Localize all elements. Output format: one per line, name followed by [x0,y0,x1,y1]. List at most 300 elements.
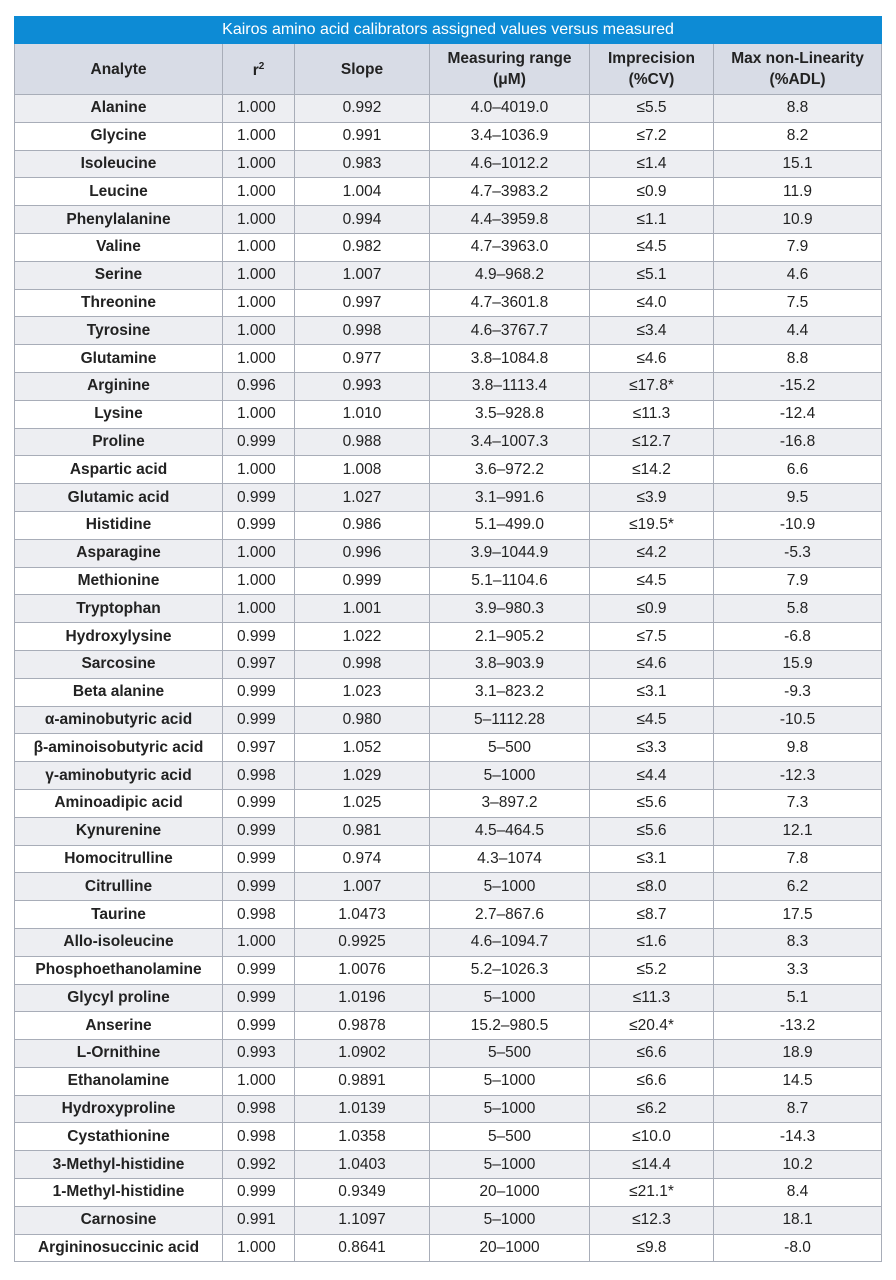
cell-r2: 0.993 [223,1040,295,1068]
cell-imprecision: ≤8.0 [590,873,714,901]
cell-measuring-range: 5–1000 [430,1067,590,1095]
cell-imprecision: ≤3.4 [590,317,714,345]
cell-analyte: Tyrosine [15,317,223,345]
cell-non-linearity: 7.9 [714,233,882,261]
cell-non-linearity: -10.5 [714,706,882,734]
cell-non-linearity: 11.9 [714,178,882,206]
cell-imprecision: ≤10.0 [590,1123,714,1151]
table-row [15,317,882,345]
cell-imprecision: ≤5.2 [590,956,714,984]
table-row [15,372,882,400]
cell-imprecision: ≤4.5 [590,233,714,261]
table-row [15,1095,882,1123]
table-row [15,956,882,984]
cell-slope: 0.980 [295,706,430,734]
table-row [15,706,882,734]
cell-slope: 0.986 [295,511,430,539]
cell-slope: 1.022 [295,623,430,651]
cell-measuring-range: 4.0–4019.0 [430,95,590,123]
cell-r2: 0.999 [223,484,295,512]
cell-non-linearity: 7.3 [714,789,882,817]
cell-non-linearity: -12.3 [714,762,882,790]
table-row [15,901,882,929]
cell-analyte: Glycine [15,122,223,150]
cell-slope: 0.992 [295,95,430,123]
cell-analyte: Argininosuccinic acid [15,1234,223,1262]
table-row [15,289,882,317]
cell-slope: 1.023 [295,678,430,706]
table-row [15,178,882,206]
cell-analyte: Alanine [15,95,223,123]
cell-slope: 1.010 [295,400,430,428]
cell-imprecision: ≤7.2 [590,122,714,150]
cell-analyte: Kynurenine [15,817,223,845]
cell-non-linearity: 15.9 [714,650,882,678]
header-analyte: Analyte [15,44,223,95]
cell-analyte: Taurine [15,901,223,929]
cell-measuring-range: 5.1–1104.6 [430,567,590,595]
cell-imprecision: ≤3.3 [590,734,714,762]
cell-imprecision: ≤3.1 [590,845,714,873]
cell-analyte: Sarcosine [15,650,223,678]
table-row [15,1067,882,1095]
header-non-linearity: Max non-Linearity (%ADL) [714,44,882,95]
cell-analyte: β-aminoisobutyric acid [15,734,223,762]
cell-slope: 0.977 [295,345,430,373]
cell-r2: 0.999 [223,678,295,706]
cell-slope: 1.0076 [295,956,430,984]
cell-measuring-range: 3.4–1036.9 [430,122,590,150]
cell-slope: 0.993 [295,372,430,400]
cell-non-linearity: 9.5 [714,484,882,512]
cell-r2: 0.997 [223,650,295,678]
cell-r2: 0.992 [223,1151,295,1179]
cell-measuring-range: 2.1–905.2 [430,623,590,651]
cell-non-linearity: -5.3 [714,539,882,567]
cell-r2: 1.000 [223,345,295,373]
cell-non-linearity: 7.8 [714,845,882,873]
cell-slope: 1.025 [295,789,430,817]
cell-non-linearity: 5.1 [714,984,882,1012]
cell-imprecision: ≤3.1 [590,678,714,706]
cell-measuring-range: 5–1000 [430,984,590,1012]
cell-non-linearity: 14.5 [714,1067,882,1095]
cell-imprecision: ≤9.8 [590,1234,714,1262]
cell-imprecision: ≤3.9 [590,484,714,512]
table-row [15,206,882,234]
cell-analyte: Arginine [15,372,223,400]
cell-measuring-range: 3.8–903.9 [430,650,590,678]
cell-measuring-range: 4.6–3767.7 [430,317,590,345]
cell-measuring-range: 5–1000 [430,1095,590,1123]
cell-r2: 0.998 [223,1123,295,1151]
table-row [15,511,882,539]
cell-measuring-range: 5–500 [430,734,590,762]
table-row [15,233,882,261]
cell-analyte: Valine [15,233,223,261]
cell-measuring-range: 4.9–968.2 [430,261,590,289]
cell-analyte: α-aminobutyric acid [15,706,223,734]
cell-slope: 1.004 [295,178,430,206]
cell-r2: 1.000 [223,928,295,956]
cell-r2: 0.999 [223,706,295,734]
cell-analyte: Allo-isoleucine [15,928,223,956]
cell-imprecision: ≤14.2 [590,456,714,484]
cell-slope: 0.996 [295,539,430,567]
cell-slope: 0.974 [295,845,430,873]
cell-analyte: Threonine [15,289,223,317]
cell-analyte: Cystathionine [15,1123,223,1151]
cell-r2: 0.999 [223,817,295,845]
cell-imprecision: ≤5.6 [590,789,714,817]
cell-non-linearity: 10.2 [714,1151,882,1179]
cell-imprecision: ≤1.6 [590,928,714,956]
cell-analyte: Homocitrulline [15,845,223,873]
cell-non-linearity: 18.1 [714,1206,882,1234]
cell-analyte: Isoleucine [15,150,223,178]
cell-r2: 1.000 [223,400,295,428]
cell-measuring-range: 4.5–464.5 [430,817,590,845]
cell-non-linearity: 4.4 [714,317,882,345]
cell-imprecision: ≤6.6 [590,1040,714,1068]
cell-analyte: Phosphoethanolamine [15,956,223,984]
cell-slope: 0.981 [295,817,430,845]
cell-imprecision: ≤6.6 [590,1067,714,1095]
cell-non-linearity: 8.8 [714,345,882,373]
cell-non-linearity: 15.1 [714,150,882,178]
cell-analyte: Asparagine [15,539,223,567]
cell-measuring-range: 3.1–823.2 [430,678,590,706]
cell-imprecision: ≤4.6 [590,650,714,678]
table-body [15,95,882,1262]
cell-slope: 0.9925 [295,928,430,956]
table-row [15,1040,882,1068]
table-title: Kairos amino acid calibrators assigned values versus measured [15,17,882,44]
cell-imprecision: ≤12.7 [590,428,714,456]
cell-measuring-range: 5–1000 [430,1151,590,1179]
cell-slope: 1.027 [295,484,430,512]
cell-non-linearity: -16.8 [714,428,882,456]
cell-r2: 0.996 [223,372,295,400]
table-row [15,1012,882,1040]
cell-imprecision: ≤4.6 [590,345,714,373]
table-row [15,595,882,623]
cell-non-linearity: 8.8 [714,95,882,123]
cell-analyte: Hydroxyproline [15,1095,223,1123]
cell-analyte: Serine [15,261,223,289]
cell-imprecision: ≤11.3 [590,984,714,1012]
cell-non-linearity: 18.9 [714,1040,882,1068]
cell-imprecision: ≤11.3 [590,400,714,428]
header-imprecision: Imprecision (%CV) [590,44,714,95]
cell-measuring-range: 3.6–972.2 [430,456,590,484]
cell-r2: 1.000 [223,233,295,261]
cell-analyte: Tryptophan [15,595,223,623]
table-row [15,428,882,456]
cell-slope: 0.991 [295,122,430,150]
cell-imprecision: ≤14.4 [590,1151,714,1179]
table-row [15,650,882,678]
cell-analyte: Glycyl proline [15,984,223,1012]
cell-slope: 1.0358 [295,1123,430,1151]
cell-measuring-range: 3.8–1113.4 [430,372,590,400]
cell-measuring-range: 3.8–1084.8 [430,345,590,373]
table-row [15,928,882,956]
table-row [15,539,882,567]
cell-r2: 0.997 [223,734,295,762]
table-row [15,1123,882,1151]
cell-non-linearity: 7.5 [714,289,882,317]
cell-imprecision: ≤0.9 [590,178,714,206]
cell-slope: 0.982 [295,233,430,261]
table-row [15,1151,882,1179]
cell-non-linearity: -9.3 [714,678,882,706]
cell-analyte: Aminoadipic acid [15,789,223,817]
cell-non-linearity: 9.8 [714,734,882,762]
cell-measuring-range: 5–1112.28 [430,706,590,734]
cell-non-linearity: 17.5 [714,901,882,929]
cell-slope: 1.0196 [295,984,430,1012]
cell-measuring-range: 3.9–1044.9 [430,539,590,567]
cell-slope: 1.001 [295,595,430,623]
cell-r2: 1.000 [223,595,295,623]
cell-r2: 0.999 [223,623,295,651]
cell-non-linearity: -10.9 [714,511,882,539]
cell-non-linearity: -12.4 [714,400,882,428]
cell-r2: 0.999 [223,428,295,456]
cell-slope: 0.9878 [295,1012,430,1040]
cell-slope: 0.998 [295,650,430,678]
cell-r2: 1.000 [223,539,295,567]
table-row [15,1206,882,1234]
cell-measuring-range: 5.1–499.0 [430,511,590,539]
cell-analyte: Carnosine [15,1206,223,1234]
cell-imprecision: ≤20.4* [590,1012,714,1040]
cell-measuring-range: 5–500 [430,1040,590,1068]
cell-r2: 1.000 [223,289,295,317]
cell-analyte: Hydroxylysine [15,623,223,651]
cell-r2: 1.000 [223,178,295,206]
cell-slope: 1.007 [295,873,430,901]
cell-slope: 0.9349 [295,1179,430,1207]
cell-measuring-range: 5–1000 [430,1206,590,1234]
table-row [15,1234,882,1262]
cell-r2: 0.999 [223,845,295,873]
header-slope: Slope [295,44,430,95]
header-r2: $r^2$ [223,44,295,95]
cell-r2: 1.000 [223,1067,295,1095]
table-row [15,1179,882,1207]
cell-imprecision: ≤4.0 [590,289,714,317]
cell-r2: 1.000 [223,1234,295,1262]
cell-non-linearity: 8.2 [714,122,882,150]
cell-r2: 0.998 [223,1095,295,1123]
cell-measuring-range: 5–1000 [430,762,590,790]
cell-r2: 0.999 [223,984,295,1012]
table-row [15,817,882,845]
cell-r2: 0.999 [223,873,295,901]
cell-slope: 1.052 [295,734,430,762]
cell-measuring-range: 3.5–928.8 [430,400,590,428]
cell-non-linearity: 6.6 [714,456,882,484]
cell-analyte: Histidine [15,511,223,539]
cell-analyte: Citrulline [15,873,223,901]
cell-slope: 0.9891 [295,1067,430,1095]
table-row [15,873,882,901]
cell-r2: 1.000 [223,261,295,289]
cell-slope: 1.0403 [295,1151,430,1179]
cell-non-linearity: 8.7 [714,1095,882,1123]
table-row [15,456,882,484]
cell-slope: 1.007 [295,261,430,289]
table-row [15,734,882,762]
cell-slope: 1.0139 [295,1095,430,1123]
cell-analyte: Proline [15,428,223,456]
cell-imprecision: ≤7.5 [590,623,714,651]
cell-measuring-range: 4.7–3963.0 [430,233,590,261]
table-row [15,122,882,150]
cell-slope: 0.983 [295,150,430,178]
cell-slope: 0.988 [295,428,430,456]
cell-analyte: Beta alanine [15,678,223,706]
cell-analyte: Aspartic acid [15,456,223,484]
table-row [15,678,882,706]
header-measuring-range: Measuring range (μM) [430,44,590,95]
cell-imprecision: ≤6.2 [590,1095,714,1123]
cell-non-linearity: -6.8 [714,623,882,651]
cell-measuring-range: 4.7–3983.2 [430,178,590,206]
cell-measuring-range: 20–1000 [430,1234,590,1262]
table-row [15,762,882,790]
cell-imprecision: ≤4.2 [590,539,714,567]
cell-r2: 0.999 [223,1179,295,1207]
cell-imprecision: ≤0.9 [590,595,714,623]
cell-analyte: L-Ornithine [15,1040,223,1068]
cell-r2: 1.000 [223,122,295,150]
cell-r2: 0.999 [223,789,295,817]
cell-non-linearity: 6.2 [714,873,882,901]
cell-imprecision: ≤8.7 [590,901,714,929]
cell-slope: 0.999 [295,567,430,595]
cell-analyte: Anserine [15,1012,223,1040]
cell-non-linearity: 4.6 [714,261,882,289]
cell-imprecision: ≤1.1 [590,206,714,234]
cell-slope: 0.994 [295,206,430,234]
calibrator-table [14,16,882,1262]
cell-r2: 1.000 [223,206,295,234]
cell-measuring-range: 5.2–1026.3 [430,956,590,984]
cell-measuring-range: 3.4–1007.3 [430,428,590,456]
table-row [15,845,882,873]
table-row [15,261,882,289]
calibrator-table-container [14,16,881,1262]
cell-r2: 0.999 [223,1012,295,1040]
cell-non-linearity: -13.2 [714,1012,882,1040]
cell-imprecision: ≤19.5* [590,511,714,539]
cell-slope: 1.0473 [295,901,430,929]
cell-imprecision: ≤17.8* [590,372,714,400]
cell-measuring-range: 4.7–3601.8 [430,289,590,317]
cell-analyte: Lysine [15,400,223,428]
cell-analyte: 1-Methyl-histidine [15,1179,223,1207]
cell-slope: 0.8641 [295,1234,430,1262]
cell-imprecision: ≤12.3 [590,1206,714,1234]
cell-analyte: 3-Methyl-histidine [15,1151,223,1179]
cell-measuring-range: 2.7–867.6 [430,901,590,929]
cell-measuring-range: 4.4–3959.8 [430,206,590,234]
cell-analyte: Glutamine [15,345,223,373]
cell-imprecision: ≤5.5 [590,95,714,123]
cell-measuring-range: 5–1000 [430,873,590,901]
cell-imprecision: ≤5.6 [590,817,714,845]
cell-measuring-range: 5–500 [430,1123,590,1151]
cell-imprecision: ≤4.4 [590,762,714,790]
cell-slope: 1.029 [295,762,430,790]
cell-non-linearity: -8.0 [714,1234,882,1262]
cell-r2: 1.000 [223,317,295,345]
cell-analyte: Phenylalanine [15,206,223,234]
cell-measuring-range: 4.6–1012.2 [430,150,590,178]
cell-imprecision: ≤4.5 [590,706,714,734]
cell-non-linearity: -14.3 [714,1123,882,1151]
cell-analyte: Glutamic acid [15,484,223,512]
cell-non-linearity: 8.4 [714,1179,882,1207]
cell-non-linearity: 7.9 [714,567,882,595]
cell-r2: 0.999 [223,956,295,984]
cell-r2: 1.000 [223,567,295,595]
table-row [15,400,882,428]
cell-r2: 0.998 [223,762,295,790]
cell-measuring-range: 4.6–1094.7 [430,928,590,956]
cell-analyte: Ethanolamine [15,1067,223,1095]
cell-analyte: γ-aminobutyric acid [15,762,223,790]
cell-measuring-range: 3.9–980.3 [430,595,590,623]
cell-measuring-range: 4.3–1074 [430,845,590,873]
table-row [15,984,882,1012]
cell-non-linearity: 5.8 [714,595,882,623]
cell-measuring-range: 3–897.2 [430,789,590,817]
table-row [15,95,882,123]
cell-non-linearity: 8.3 [714,928,882,956]
cell-non-linearity: 3.3 [714,956,882,984]
table-row [15,150,882,178]
cell-imprecision: ≤5.1 [590,261,714,289]
cell-r2: 1.000 [223,150,295,178]
table-row [15,345,882,373]
cell-r2: 1.000 [223,456,295,484]
cell-imprecision: ≤21.1* [590,1179,714,1207]
cell-slope: 1.1097 [295,1206,430,1234]
cell-slope: 0.997 [295,289,430,317]
cell-measuring-range: 20–1000 [430,1179,590,1207]
cell-imprecision: ≤4.5 [590,567,714,595]
cell-analyte: Methionine [15,567,223,595]
table-row [15,567,882,595]
table-row [15,484,882,512]
cell-measuring-range: 15.2–980.5 [430,1012,590,1040]
cell-slope: 1.0902 [295,1040,430,1068]
cell-non-linearity: -15.2 [714,372,882,400]
cell-analyte: Leucine [15,178,223,206]
cell-measuring-range: 3.1–991.6 [430,484,590,512]
table-row [15,789,882,817]
cell-slope: 1.008 [295,456,430,484]
cell-r2: 0.991 [223,1206,295,1234]
table-row [15,623,882,651]
cell-non-linearity: 10.9 [714,206,882,234]
cell-r2: 1.000 [223,95,295,123]
cell-imprecision: ≤1.4 [590,150,714,178]
